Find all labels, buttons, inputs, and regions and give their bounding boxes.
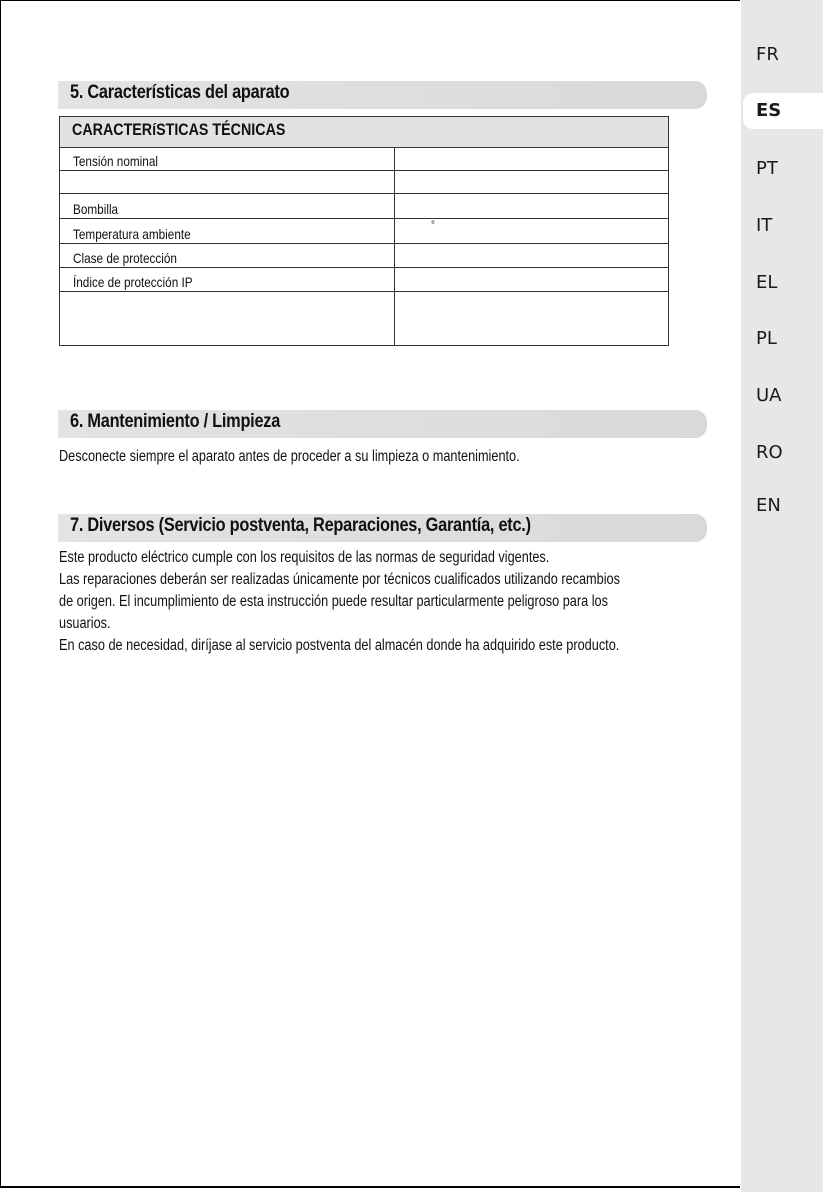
specs-table-title: CARACTERíSTICAS TÉCNICAS	[72, 120, 286, 139]
table-row	[60, 148, 668, 171]
section-5-heading	[58, 81, 707, 109]
table-row	[60, 268, 668, 292]
language-tab-el[interactable]: EL	[756, 272, 778, 293]
misc-line: usuarios.	[59, 615, 111, 632]
misc-line: En caso de necesidad, diríjase al servicio postventa del almacén donde ha adquirido este producto.	[59, 637, 620, 654]
table-row	[60, 219, 668, 244]
section-6-heading	[58, 410, 707, 438]
misc-line: Este producto eléctrico cumple con los requisitos de las normas de seguridad vigentes.	[59, 549, 550, 566]
table-row	[60, 292, 668, 345]
language-tab-it[interactable]: IT	[756, 215, 773, 236]
section-5-title: 5. Características del aparato	[70, 82, 290, 103]
language-tab-en[interactable]: EN	[756, 495, 781, 516]
language-tab-ua[interactable]: UA	[756, 385, 782, 406]
row-value	[394, 148, 669, 170]
language-sidebar	[741, 0, 823, 1192]
section-6-title: 6. Mantenimiento / Limpieza	[70, 411, 281, 432]
row-label: Índice de protección IP	[73, 274, 193, 290]
language-tab-pl[interactable]: PL	[756, 328, 777, 349]
row-value	[394, 244, 669, 267]
row-value	[394, 292, 669, 345]
section-7-heading	[58, 514, 707, 542]
specs-table-header	[60, 117, 668, 148]
language-tab-fr[interactable]: FR	[756, 44, 779, 65]
language-tab-pt[interactable]: PT	[756, 158, 778, 179]
misc-line: de origen. El incumplimiento de esta instrucción puede resultar particularmente peligroso para los	[59, 593, 608, 610]
specs-table	[59, 116, 669, 346]
row-label: Clase de protección	[73, 250, 177, 266]
row-value	[394, 219, 669, 243]
table-row	[60, 194, 668, 219]
row-value	[394, 268, 669, 291]
maintenance-text: Desconecte siempre el aparato antes de proceder a su limpieza o mantenimiento.	[59, 448, 520, 465]
row-value	[394, 194, 669, 218]
table-row	[60, 171, 668, 194]
table-row	[60, 244, 668, 268]
row-label: Tensión nominal	[73, 153, 158, 169]
section-7-title: 7. Diversos (Servicio postventa, Reparaciones, Garantía, etc.)	[70, 515, 531, 536]
language-tab-es[interactable]: ES	[743, 93, 823, 129]
degree-symbol: °	[431, 220, 435, 231]
row-label: Bombilla	[73, 201, 119, 217]
language-tab-ro[interactable]: RO	[756, 442, 783, 463]
misc-line: Las reparaciones deberán ser realizadas únicamente por técnicos cualificados utilizando recambios	[59, 571, 620, 588]
row-label: Temperatura ambiente	[73, 226, 191, 242]
row-value	[394, 171, 669, 193]
